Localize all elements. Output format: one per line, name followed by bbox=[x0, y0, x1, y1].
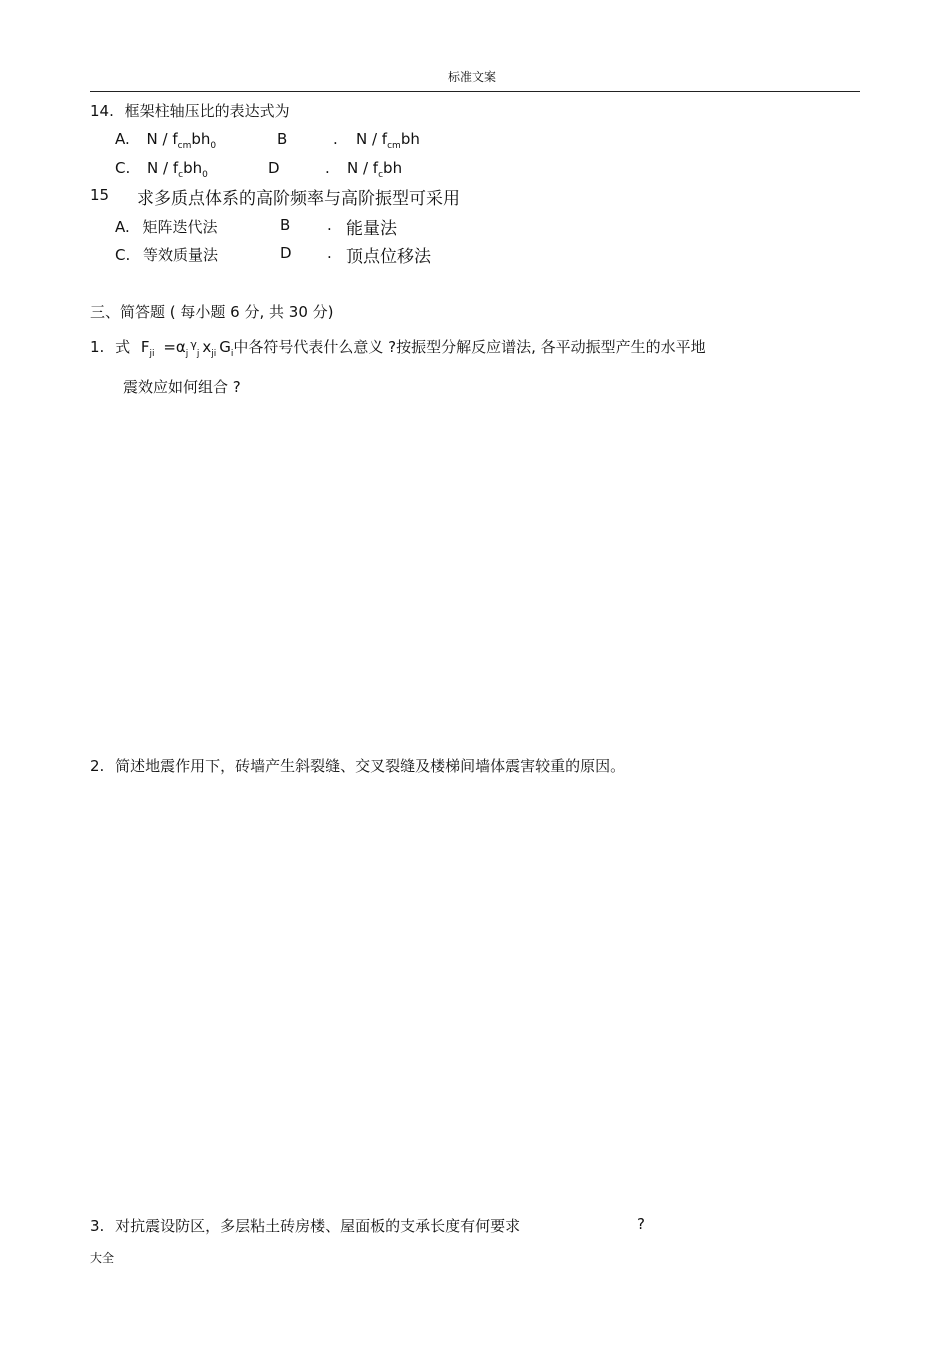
sq1-prefix: 式 bbox=[115, 338, 131, 356]
q15-option-b-label: B bbox=[280, 216, 291, 234]
q15-option-a bbox=[115, 216, 218, 237]
q14-option-b-sub: cm bbox=[387, 141, 401, 151]
sq3-question-mark: ? bbox=[637, 1215, 645, 1233]
q14-option-a bbox=[115, 130, 217, 151]
question-14-text: 框架柱轴压比的表达式为 bbox=[124, 102, 290, 120]
header-divider bbox=[90, 91, 860, 92]
formula-gamma-sub: j bbox=[196, 349, 200, 359]
question-15-text: 求多质点体系的高阶频率与高阶振型可采用 bbox=[137, 189, 460, 209]
q14-option-c-sub2: 0 bbox=[202, 170, 208, 180]
q14-option-d bbox=[347, 159, 403, 180]
q15-option-a-label: A. bbox=[115, 218, 130, 236]
section-3-title: 三、简答题 ( 每小题 6 分, 共 30 分) bbox=[90, 303, 334, 321]
q14-option-d-post: bh bbox=[383, 159, 403, 177]
q15-option-c-label: C. bbox=[115, 246, 131, 264]
formula-eq-alpha: =α bbox=[163, 338, 186, 356]
q15-option-d-text: 顶点位移法 bbox=[346, 247, 431, 267]
q15-option-d-label: D bbox=[280, 244, 292, 262]
q15-option-b-text: 能量法 bbox=[346, 219, 397, 239]
question-14 bbox=[90, 100, 290, 121]
q14-option-c-label: C. bbox=[115, 159, 131, 177]
formula-x-sub: ji bbox=[211, 349, 217, 359]
q14-option-b-post: bh bbox=[400, 130, 420, 148]
sq1-text-line1: 中各符号代表什么意义 ?按振型分解反应谱法, 各平动振型产生的水平地 bbox=[233, 338, 706, 356]
q15-option-c-text: 等效质量法 bbox=[143, 246, 219, 264]
q15-option-a-text: 矩阵迭代法 bbox=[142, 218, 218, 236]
q15-option-c bbox=[115, 244, 218, 265]
question-15-number: 15 bbox=[90, 186, 110, 204]
page-footer-text: 大全 bbox=[90, 1251, 115, 1265]
sq2-number: 2. bbox=[90, 757, 105, 775]
q14-option-c bbox=[115, 159, 208, 180]
q14-option-c-sub: c bbox=[178, 170, 184, 180]
page-header-title: 标准文案 bbox=[448, 70, 497, 84]
q14-option-b-label: B bbox=[277, 130, 288, 148]
q14-option-a-pre: N / f bbox=[146, 130, 178, 148]
sq3-text: 对抗震设防区，多层粘土砖房楼、屋面板的支承长度有何要求 bbox=[115, 1217, 521, 1235]
q14-option-a-sub2: 0 bbox=[210, 141, 217, 151]
sq2-text: 简述地震作用下，砖墙产生斜裂缝、交叉裂缝及楼梯间墙体震害较重的原因。 bbox=[115, 757, 626, 775]
q14-option-c-pre: N / f bbox=[147, 159, 179, 177]
q14-option-d-label: D bbox=[268, 159, 280, 177]
short-question-1 bbox=[90, 336, 706, 357]
sq1-number: 1. bbox=[90, 338, 105, 356]
formula-gamma: γ bbox=[190, 338, 197, 351]
formula-G: G bbox=[219, 338, 231, 356]
formula-G-sub: i bbox=[230, 349, 234, 359]
sq1-formula bbox=[140, 338, 234, 359]
q15-option-d-dot: . bbox=[327, 244, 332, 262]
q14-option-a-label: A. bbox=[115, 130, 130, 148]
formula-x: x bbox=[202, 338, 212, 356]
short-question-3 bbox=[90, 1215, 520, 1236]
formula-alpha-sub: j bbox=[185, 349, 189, 359]
short-question-2 bbox=[90, 755, 625, 776]
question-14-number: 14. bbox=[90, 102, 114, 120]
q15-option-b-dot: . bbox=[327, 216, 332, 234]
q14-option-b-pre: N / f bbox=[356, 130, 388, 148]
q14-option-c-mid: bh bbox=[183, 159, 203, 177]
q14-option-d-sub: c bbox=[378, 170, 384, 180]
sq1-text-line2: 震效应如何组合 ? bbox=[123, 378, 241, 396]
q14-option-d-dot: . bbox=[325, 159, 330, 177]
q14-option-d-pre: N / f bbox=[347, 159, 379, 177]
formula-F-sub: ji bbox=[149, 349, 155, 359]
q14-option-a-sub: cm bbox=[177, 141, 192, 151]
sq3-number: 3. bbox=[90, 1217, 105, 1235]
q14-option-a-mid: bh bbox=[191, 130, 211, 148]
formula-F: F bbox=[140, 338, 150, 356]
q14-option-b-dot: . bbox=[333, 130, 338, 148]
q14-option-b bbox=[356, 130, 420, 151]
